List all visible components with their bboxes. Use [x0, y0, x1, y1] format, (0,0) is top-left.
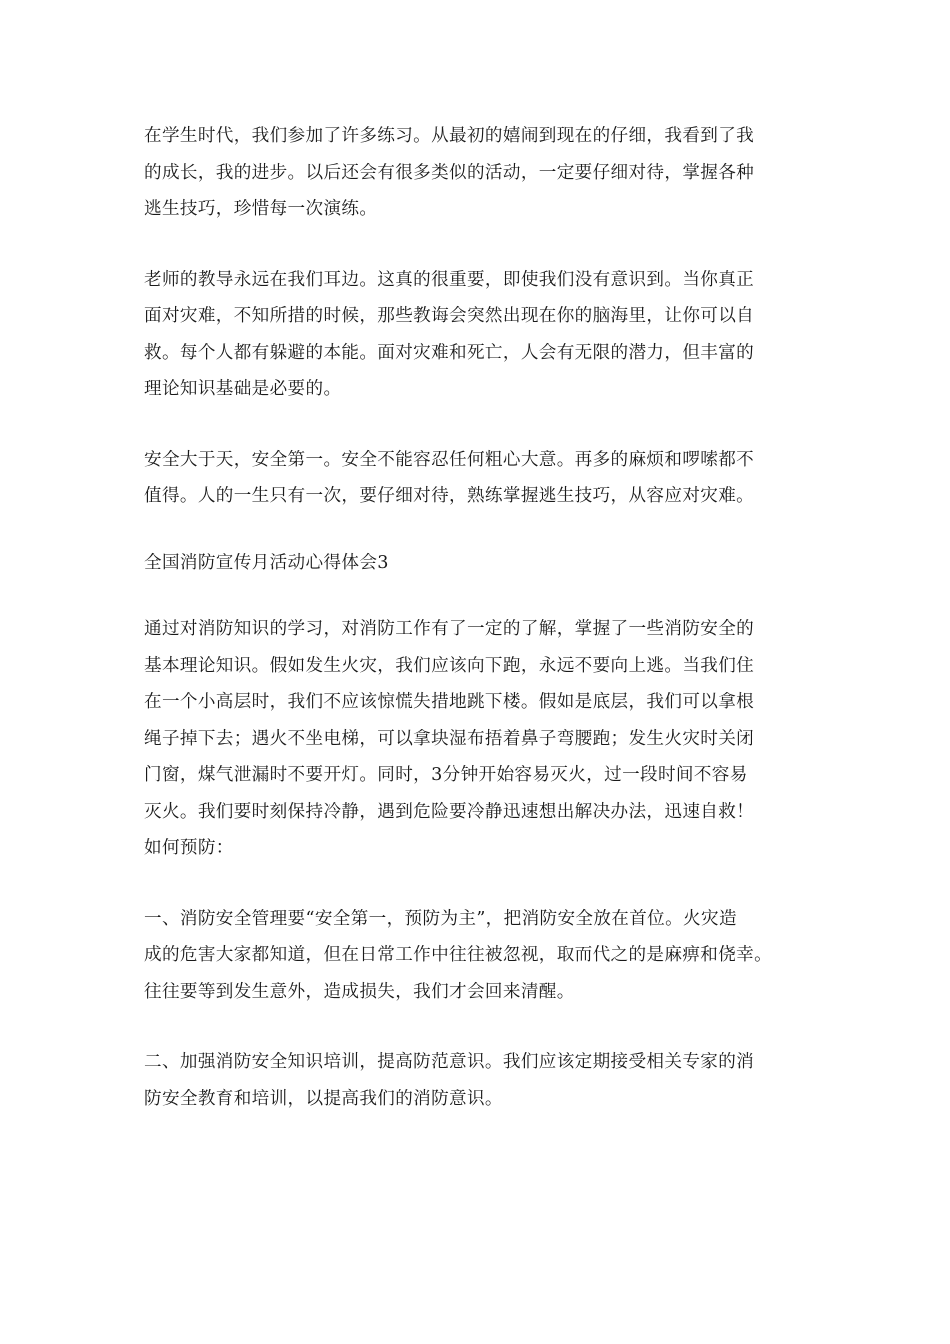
text-line: 安全大于天，安全第一。安全不能容忍任何粗心大意。再多的麻烦和啰嗦都不 [144, 449, 755, 470]
text-line: 的成长，我的进步。以后还会有很多类似的活动，一定要仔细对待，掌握各种 [144, 162, 755, 183]
section-heading [144, 545, 814, 582]
paragraph-teacher [144, 262, 814, 408]
paragraph-practice [144, 118, 814, 228]
text-line: 老师的教导永远在我们耳边。这真的很重要，即使我们没有意识到。当你真正 [144, 269, 755, 290]
paragraph-spacer [144, 408, 814, 442]
paragraph-spacer [144, 228, 814, 262]
text-line: 防安全教育和培训，以提高我们的消防意识。 [144, 1088, 503, 1109]
text-line: 理论知识基础是必要的。 [144, 379, 342, 399]
text-line: 通过对消防知识的学习，对消防工作有了一定的了解，掌握了一些消防安全的 [144, 619, 755, 639]
text-line: 救。每个人都有躲避的本能。面对灾难和死亡，人会有无限的潜力，但丰富的 [144, 342, 755, 363]
paragraph-spacer [144, 515, 814, 545]
text-line: 在一个小高层时，我们不应该惊慌失措地跳下楼。假如是底层，我们可以拿根 [144, 692, 755, 712]
paragraph-point-two [144, 1044, 814, 1117]
text-line: 逃生技巧，珍惜每一次演练。 [144, 199, 378, 219]
paragraph-spacer [144, 1010, 814, 1044]
heading-line: 全国消防宣传月活动心得体会3 [144, 552, 389, 573]
text-line: 面对灾难，不知所措的时候，那些教诲会突然出现在你的脑海里，让你可以自 [144, 306, 755, 326]
text-line: 在学生时代，我们参加了许多练习。从最初的嬉闹到现在的仔细，我看到了我 [144, 126, 755, 146]
text-line: 往往要等到发生意外，造成损失，我们才会回来清醒。 [144, 981, 575, 1002]
text-line: 一、消防安全管理要“安全第一，预防为主”，把消防安全放在首位。火灾造 [144, 908, 737, 929]
text-line: 成的危害大家都知道，但在日常工作中往往被忽视，取而代之的是麻痹和侥幸。 [144, 945, 773, 965]
text-line: 绳子掉下去；遇火不坐电梯，可以拿块湿布捂着鼻子弯腰跑；发生火灾时关闭 [144, 728, 755, 749]
paragraph-safety [144, 442, 814, 515]
text-line: 灭火。我们要时刻保持冷静，遇到危险要冷静迅速想出解决办法，迅速自救！ [144, 801, 755, 822]
paragraph-spacer [144, 867, 814, 901]
paragraph-point-one [144, 901, 814, 1011]
text-line: 门窗，煤气泄漏时不要开灯。同时，3分钟开始容易灭火，过一段时间不容易 [144, 765, 748, 785]
text-line: 值得。人的一生只有一次，要仔细对待，熟练掌握逃生技巧，从容应对灾难。 [144, 486, 755, 506]
text-line: 如何预防： [144, 838, 234, 858]
document-body [144, 118, 814, 1117]
text-line: 基本理论知识。假如发生火灾，我们应该向下跑，永远不要向上逃。当我们住 [144, 655, 755, 676]
text-line: 二、加强消防安全知识培训，提高防范意识。我们应该定期接受相关专家的消 [144, 1052, 755, 1072]
paragraph-knowledge [144, 611, 814, 867]
paragraph-spacer [144, 581, 814, 611]
